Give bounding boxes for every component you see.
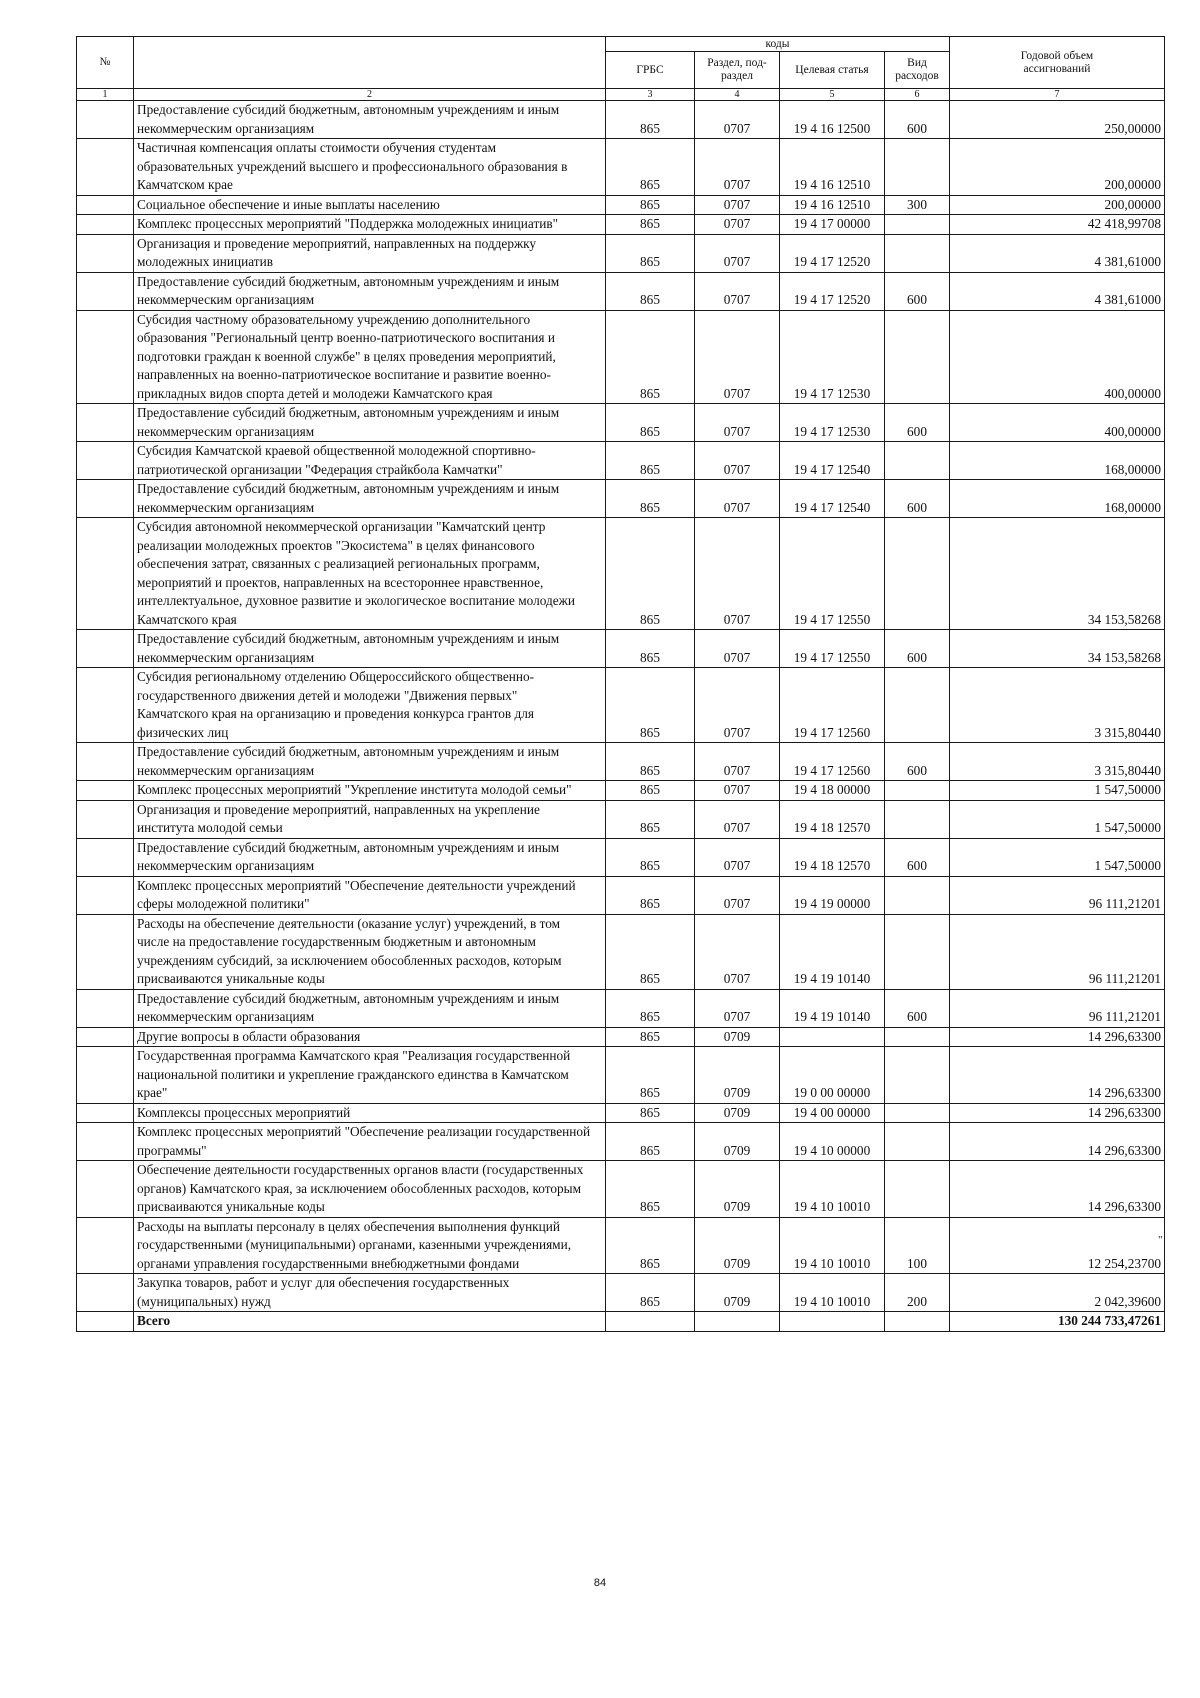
row-target: 19 4 16 12510	[780, 139, 885, 196]
row-target: 19 4 17 12560	[780, 743, 885, 781]
row-target: 19 4 10 10010	[780, 1161, 885, 1218]
table-row	[77, 195, 1165, 215]
row-number-cell	[77, 668, 134, 743]
row-target: 19 4 18 12570	[780, 800, 885, 838]
row-vid	[885, 1161, 950, 1218]
row-amount: 14 296,63300	[950, 1027, 1165, 1047]
row-amount: 14 296,63300	[950, 1123, 1165, 1161]
row-target: 19 4 17 12550	[780, 630, 885, 668]
row-number-cell	[77, 781, 134, 801]
table-row	[77, 1123, 1165, 1161]
end-mark: "	[1158, 1234, 1163, 1246]
row-vid	[885, 781, 950, 801]
row-amount: 12 254,23700	[950, 1217, 1165, 1274]
table-row	[77, 139, 1165, 196]
row-name: Частичная компенсация оплаты стоимости обучения студентам образовательных учреждений высшего и профессионального образования в Камчатском крае	[134, 139, 606, 196]
row-vid: 100	[885, 1217, 950, 1274]
row-amount: 200,00000	[950, 195, 1165, 215]
table-row	[77, 876, 1165, 914]
row-razdel: 0709	[695, 1103, 780, 1123]
page-number: 84	[593, 1577, 607, 1589]
row-vid	[885, 215, 950, 235]
table-row	[77, 310, 1165, 404]
row-amount: 42 418,99708	[950, 215, 1165, 235]
row-amount: 130 244 733,47261	[950, 1312, 1165, 1332]
row-name: Организация и проведение мероприятий, направленных на поддержку молодежных инициатив	[134, 234, 606, 272]
row-razdel: 0709	[695, 1123, 780, 1161]
table-row	[77, 800, 1165, 838]
row-razdel: 0707	[695, 442, 780, 480]
table-row	[77, 518, 1165, 630]
row-name: Субсидия частному образовательному учреждению дополнительного образования "Региональный центр военно-патриотического воспитания и подготовки граждан к военной службе" в целях проведения мероприятий, направленных на военно-патриотическое воспитание и развитие военно- прикладных видов спорта детей и молодежи Камчатского края	[134, 310, 606, 404]
row-name: Предоставление субсидий бюджетным, автономным учреждениям и иным некоммерческим организациям	[134, 101, 606, 139]
row-name: Закупка товаров, работ и услуг для обеспечения государственных (муниципальных) нужд	[134, 1274, 606, 1312]
row-name: Организация и проведение мероприятий, направленных на укрепление института молодой семьи	[134, 800, 606, 838]
table-row	[77, 404, 1165, 442]
row-grbs: 865	[606, 1027, 695, 1047]
row-razdel: 0707	[695, 310, 780, 404]
row-grbs: 865	[606, 800, 695, 838]
row-name: Предоставление субсидий бюджетным, автономным учреждениям и иным некоммерческим организациям	[134, 743, 606, 781]
row-number-cell	[77, 1312, 134, 1332]
row-amount: 400,00000	[950, 310, 1165, 404]
row-number-cell	[77, 404, 134, 442]
row-target: 19 4 19 00000	[780, 876, 885, 914]
row-razdel: 0707	[695, 480, 780, 518]
row-amount: 1 547,50000	[950, 800, 1165, 838]
table-row	[77, 989, 1165, 1027]
col-num-6: 6	[885, 89, 950, 101]
row-amount: 2 042,39600	[950, 1274, 1165, 1312]
row-number-cell	[77, 215, 134, 235]
row-razdel: 0709	[695, 1047, 780, 1104]
row-vid	[885, 1103, 950, 1123]
row-grbs: 865	[606, 404, 695, 442]
row-grbs: 865	[606, 1103, 695, 1123]
row-grbs: 865	[606, 480, 695, 518]
row-number-cell	[77, 1161, 134, 1218]
row-amount: 1 547,50000	[950, 838, 1165, 876]
row-grbs: 865	[606, 215, 695, 235]
row-name: Предоставление субсидий бюджетным, автономным учреждениям и иным некоммерческим организациям	[134, 838, 606, 876]
row-amount: 400,00000	[950, 404, 1165, 442]
row-razdel: 0707	[695, 630, 780, 668]
table-row	[77, 272, 1165, 310]
row-grbs: 865	[606, 630, 695, 668]
row-target: 19 4 10 10010	[780, 1217, 885, 1274]
row-vid	[885, 139, 950, 196]
row-number-cell	[77, 480, 134, 518]
budget-table	[76, 36, 1165, 1332]
row-target: 19 4 19 10140	[780, 989, 885, 1027]
row-target: 19 4 17 12540	[780, 442, 885, 480]
row-name: Расходы на выплаты персоналу в целях обеспечения выполнения функций государственными (муниципальными) органами, казенными учреждениями, органами управления государственными внебюджетными фондами	[134, 1217, 606, 1274]
row-target: 19 0 00 00000	[780, 1047, 885, 1104]
row-target: 19 4 18 12570	[780, 838, 885, 876]
row-razdel: 0707	[695, 215, 780, 235]
row-number-cell	[77, 1027, 134, 1047]
row-number-cell	[77, 838, 134, 876]
row-razdel: 0707	[695, 914, 780, 989]
row-name: Комплекс процессных мероприятий "Обеспечение реализации государственной программы"	[134, 1123, 606, 1161]
row-number-cell	[77, 630, 134, 668]
row-razdel: 0709	[695, 1274, 780, 1312]
row-target: 19 4 17 00000	[780, 215, 885, 235]
row-target: 19 4 16 12500	[780, 101, 885, 139]
row-amount: 1 547,50000	[950, 781, 1165, 801]
row-vid	[885, 310, 950, 404]
row-grbs: 865	[606, 442, 695, 480]
row-vid	[885, 518, 950, 630]
row-number-cell	[77, 1047, 134, 1104]
row-name: Расходы на обеспечение деятельности (оказание услуг) учреждений, в том числе на предоставление государственным бюджетным и автономным учреждениям субсидий, за исключением обособленных расходов, которым присваиваются уникальные коды	[134, 914, 606, 989]
row-grbs: 865	[606, 781, 695, 801]
table-row	[77, 1103, 1165, 1123]
row-razdel: 0707	[695, 743, 780, 781]
col-num-3: 3	[606, 89, 695, 101]
row-razdel: 0707	[695, 989, 780, 1027]
row-name: Государственная программа Камчатского края "Реализация государственной национальной политики и укрепление гражданского единства в Камчатском крае"	[134, 1047, 606, 1104]
row-number-cell	[77, 1274, 134, 1312]
row-grbs: 865	[606, 1274, 695, 1312]
row-grbs: 865	[606, 668, 695, 743]
row-vid: 200	[885, 1274, 950, 1312]
row-target: 19 4 16 12510	[780, 195, 885, 215]
row-grbs: 865	[606, 743, 695, 781]
header-name	[134, 37, 606, 89]
header-codes: коды	[606, 37, 950, 52]
header-razdel: Раздел, под- раздел	[695, 52, 780, 89]
row-number-cell	[77, 442, 134, 480]
row-grbs: 865	[606, 1161, 695, 1218]
row-amount: 96 111,21201	[950, 914, 1165, 989]
row-grbs: 865	[606, 195, 695, 215]
row-vid	[885, 1027, 950, 1047]
row-razdel: 0707	[695, 195, 780, 215]
col-num-7: 7	[950, 89, 1165, 101]
table-body	[77, 101, 1165, 1332]
row-target	[780, 1027, 885, 1047]
row-razdel: 0707	[695, 518, 780, 630]
header-number: №	[77, 37, 134, 89]
row-number-cell	[77, 1123, 134, 1161]
row-razdel	[695, 1312, 780, 1332]
row-amount: 14 296,63300	[950, 1047, 1165, 1104]
row-grbs: 865	[606, 518, 695, 630]
row-vid	[885, 668, 950, 743]
row-razdel: 0707	[695, 838, 780, 876]
row-amount: 168,00000	[950, 480, 1165, 518]
row-target: 19 4 17 12560	[780, 668, 885, 743]
row-razdel: 0709	[695, 1027, 780, 1047]
row-razdel: 0709	[695, 1161, 780, 1218]
row-grbs: 865	[606, 1047, 695, 1104]
row-amount: 3 315,80440	[950, 668, 1165, 743]
row-amount: 4 381,61000	[950, 272, 1165, 310]
row-name: Предоставление субсидий бюджетным, автономным учреждениям и иным некоммерческим организациям	[134, 989, 606, 1027]
col-num-5: 5	[780, 89, 885, 101]
table-row	[77, 442, 1165, 480]
row-name: Комплекс процессных мероприятий "Укрепление института молодой семьи"	[134, 781, 606, 801]
table-row	[77, 668, 1165, 743]
row-target: 19 4 10 10010	[780, 1274, 885, 1312]
table-row	[77, 1217, 1165, 1274]
row-number-cell	[77, 139, 134, 196]
row-target: 19 4 10 00000	[780, 1123, 885, 1161]
row-grbs: 865	[606, 989, 695, 1027]
row-name: Обеспечение деятельности государственных органов власти (государственных органов) Камчатского края, за исключением обособленных расходов, которым присваиваются уникальные коды	[134, 1161, 606, 1218]
row-grbs: 865	[606, 1217, 695, 1274]
row-vid	[885, 1047, 950, 1104]
row-amount: 250,00000	[950, 101, 1165, 139]
row-name: Другие вопросы в области образования	[134, 1027, 606, 1047]
row-grbs	[606, 1312, 695, 1332]
row-number-cell	[77, 518, 134, 630]
row-razdel: 0707	[695, 781, 780, 801]
row-vid: 600	[885, 101, 950, 139]
row-target: 19 4 17 12520	[780, 272, 885, 310]
row-razdel: 0709	[695, 1217, 780, 1274]
table-row	[77, 630, 1165, 668]
row-razdel: 0707	[695, 234, 780, 272]
table-row	[77, 101, 1165, 139]
row-amount: 4 381,61000	[950, 234, 1165, 272]
row-amount: 96 111,21201	[950, 876, 1165, 914]
row-target: 19 4 00 00000	[780, 1103, 885, 1123]
row-name: Субсидия Камчатской краевой общественной молодежной спортивно- патриотической организации "Федерация страйкбола Камчатки"	[134, 442, 606, 480]
row-number-cell	[77, 310, 134, 404]
row-vid	[885, 1123, 950, 1161]
row-vid: 600	[885, 404, 950, 442]
table-row	[77, 1047, 1165, 1104]
header-grbs: ГРБС	[606, 52, 695, 89]
row-name: Предоставление субсидий бюджетным, автономным учреждениям и иным некоммерческим организациям	[134, 480, 606, 518]
row-razdel: 0707	[695, 668, 780, 743]
row-amount: 168,00000	[950, 442, 1165, 480]
table-row	[77, 234, 1165, 272]
row-target: 19 4 17 12540	[780, 480, 885, 518]
table-row	[77, 215, 1165, 235]
row-razdel: 0707	[695, 404, 780, 442]
row-number-cell	[77, 195, 134, 215]
row-vid	[885, 800, 950, 838]
col-num-2: 2	[134, 89, 606, 101]
table-row	[77, 480, 1165, 518]
row-number-cell	[77, 914, 134, 989]
table-row	[77, 781, 1165, 801]
row-name: Предоставление субсидий бюджетным, автономным учреждениям и иным некоммерческим организациям	[134, 404, 606, 442]
column-number-row	[77, 89, 1165, 101]
budget-sheet	[76, 36, 1164, 1332]
row-vid: 600	[885, 630, 950, 668]
row-vid	[885, 914, 950, 989]
table-row	[77, 1161, 1165, 1218]
row-vid	[885, 234, 950, 272]
row-vid: 600	[885, 480, 950, 518]
row-target: 19 4 17 12550	[780, 518, 885, 630]
row-target: 19 4 17 12530	[780, 310, 885, 404]
row-number-cell	[77, 234, 134, 272]
row-amount: 96 111,21201	[950, 989, 1165, 1027]
row-name: Социальное обеспечение и иные выплаты населению	[134, 195, 606, 215]
row-grbs: 865	[606, 101, 695, 139]
row-grbs: 865	[606, 838, 695, 876]
row-target	[780, 1312, 885, 1332]
row-grbs: 865	[606, 272, 695, 310]
row-name: Предоставление субсидий бюджетным, автономным учреждениям и иным некоммерческим организациям	[134, 272, 606, 310]
row-amount: 34 153,58268	[950, 518, 1165, 630]
row-vid: 600	[885, 743, 950, 781]
table-row	[77, 1274, 1165, 1312]
table-row	[77, 838, 1165, 876]
row-number-cell	[77, 989, 134, 1027]
row-vid: 600	[885, 989, 950, 1027]
row-razdel: 0707	[695, 139, 780, 196]
row-vid: 600	[885, 272, 950, 310]
row-name: Комплекс процессных мероприятий "Поддержка молодежных инициатив"	[134, 215, 606, 235]
row-name: Субсидия автономной некоммерческой организации "Камчатский центр реализации молодежных проектов "Экосистема" в целях финансового обеспечения затрат, связанных с реализацией региональных программ, мероприятий и проектов, направленных на всестороннее нравственное, интеллектуальное, духовное развитие и экологическое воспитание молодежи Камчатского края	[134, 518, 606, 630]
row-name: Комплекс процессных мероприятий "Обеспечение деятельности учреждений сферы молодежной политики"	[134, 876, 606, 914]
row-number-cell	[77, 876, 134, 914]
row-number-cell	[77, 1103, 134, 1123]
row-amount: 3 315,80440	[950, 743, 1165, 781]
row-number-cell	[77, 1217, 134, 1274]
row-razdel: 0707	[695, 876, 780, 914]
row-razdel: 0707	[695, 101, 780, 139]
header-vid: Вид расходов	[885, 52, 950, 89]
row-number-cell	[77, 800, 134, 838]
row-name: Комплексы процессных мероприятий	[134, 1103, 606, 1123]
row-vid	[885, 442, 950, 480]
row-amount: 14 296,63300	[950, 1161, 1165, 1218]
row-vid: 300	[885, 195, 950, 215]
row-razdel: 0707	[695, 272, 780, 310]
row-amount: 200,00000	[950, 139, 1165, 196]
row-amount: 34 153,58268	[950, 630, 1165, 668]
row-grbs: 865	[606, 139, 695, 196]
row-grbs: 865	[606, 1123, 695, 1161]
table-row	[77, 743, 1165, 781]
row-target: 19 4 18 00000	[780, 781, 885, 801]
row-name: Предоставление субсидий бюджетным, автономным учреждениям и иным некоммерческим организациям	[134, 630, 606, 668]
header-target: Целевая статья	[780, 52, 885, 89]
row-vid: 600	[885, 838, 950, 876]
row-target: 19 4 19 10140	[780, 914, 885, 989]
row-name: Субсидия региональному отделению Общероссийского общественно- государственного движения детей и молодежи "Движения первых" Камчатского края на организацию и проведения конкурса грантов для физических лиц	[134, 668, 606, 743]
row-name: Всего	[134, 1312, 606, 1332]
table-row	[77, 914, 1165, 989]
row-grbs: 865	[606, 876, 695, 914]
row-grbs: 865	[606, 310, 695, 404]
row-number-cell	[77, 743, 134, 781]
row-amount: 14 296,63300	[950, 1103, 1165, 1123]
row-vid	[885, 876, 950, 914]
row-target: 19 4 17 12520	[780, 234, 885, 272]
row-number-cell	[77, 272, 134, 310]
col-num-1: 1	[77, 89, 134, 101]
row-grbs: 865	[606, 914, 695, 989]
table-row	[77, 1027, 1165, 1047]
col-num-4: 4	[695, 89, 780, 101]
row-grbs: 865	[606, 234, 695, 272]
row-razdel: 0707	[695, 800, 780, 838]
row-number-cell	[77, 101, 134, 139]
row-target: 19 4 17 12530	[780, 404, 885, 442]
row-vid	[885, 1312, 950, 1332]
total-row	[77, 1312, 1165, 1332]
header-annual: Годовой объем ассигнований	[950, 37, 1165, 89]
